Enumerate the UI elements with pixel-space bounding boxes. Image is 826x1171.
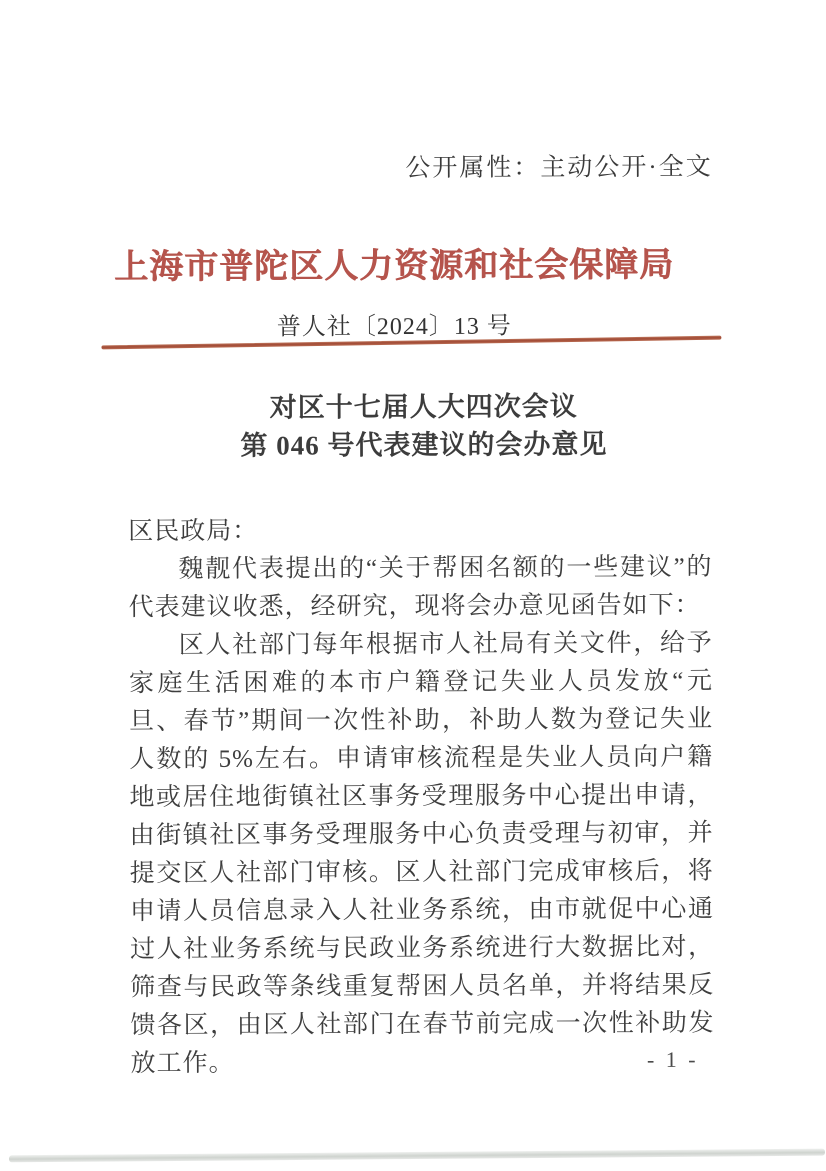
body-paragraph-1: 魏靓代表提出的“关于帮困名额的一些建议”的代表建议收悉，经研究，现将会办意见函告如下： xyxy=(128,553,713,622)
scan-page-edge-shadow xyxy=(9,1149,825,1163)
disclosure-attribute: 公开属性：主动公开·全文 xyxy=(405,153,713,183)
document-body xyxy=(128,511,714,1084)
document-title-line1: 对区十七届人大四次会议 xyxy=(269,391,578,423)
document-title xyxy=(64,386,784,465)
body-paragraph-2: 区人社部门每年根据市人社局有关文件，给予家庭生活困难的本市户籍登记失业人员发放“元旦、春节”期间一次性补助，补助人数为登记失业人数的 5%左右。申请审核流程是失业人员向户籍地或居住地街镇社区事务受理服务中心提出申请，由街镇社区事务受理服务中心负责受理与初审，并提交区人社部门审核。区人社部门完成审核后，将申请人员信息录入人社业务系统，由市就促中心通过人社业务系统与民政业务系统进行大数据比对，筛查与民政等条线重复帮困人员名单，并将结果反馈各区，由区人社部门在春节前完成一次性补助发放工作。 xyxy=(128,629,715,1078)
document-number: 普人社〔2024〕13 号 xyxy=(276,313,512,341)
issuing-agency-masthead: 上海市普陀区人力资源和社会保障局 xyxy=(114,246,675,287)
salutation: 区民政局： xyxy=(128,517,259,546)
page-number: - 1 - xyxy=(646,1046,699,1072)
document-title-line2: 第 046 号代表建议的会办意见 xyxy=(240,429,608,461)
